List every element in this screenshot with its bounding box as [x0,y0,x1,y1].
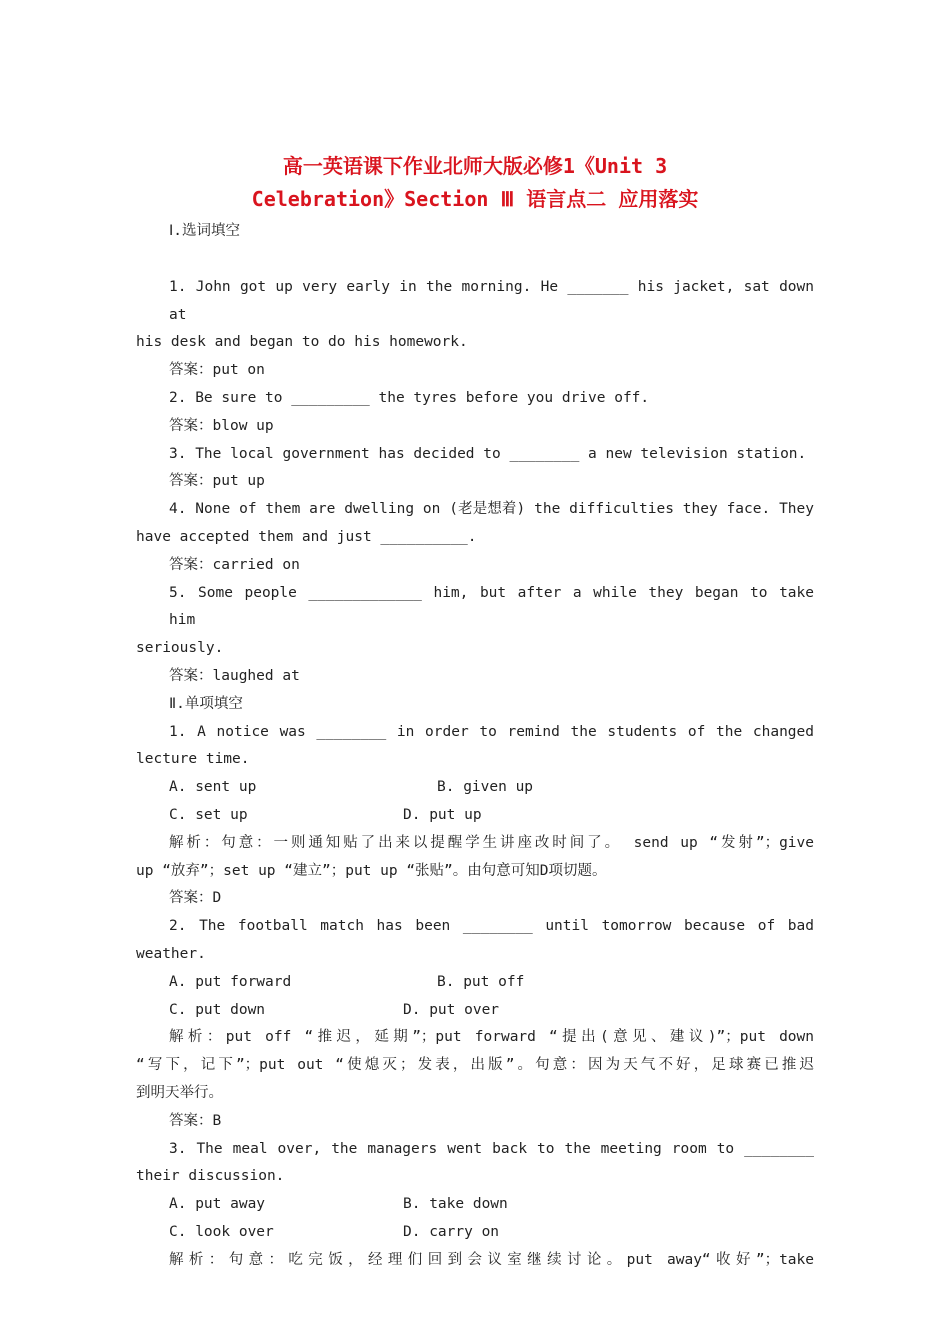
s2-q2-line-2: weather. [136,945,206,962]
s2-q2-options-cd [136,997,814,1025]
s2-q1-option-a: A. sent up [169,779,257,796]
s2-q1-line-1: 1. A notice was ________ in order to remind the students of the changed [169,723,814,740]
s2-q3-option-b: B. take down [403,1196,508,1213]
s1-q1-line-1: 1. John got up very early in the morning. He _______ his jacket, sat down at [169,278,814,323]
s1-q3: 3. The local government has decided to ________ a new television station. [169,445,807,462]
s1-q1-answer: 答案：put on [169,362,265,379]
s1-q5-line-2: seriously. [136,640,224,657]
s2-q1-option-c: C. set up [169,806,248,823]
section-1-heading: Ⅰ.选词填空 [169,223,241,239]
s1-q4-answer: 答案：carried on [169,556,300,573]
s1-q1-line-2: his desk and began to do his homework. [136,334,468,351]
s2-q1-options-ab [136,774,814,802]
s2-q2-explanation-line-3: 到明天举行。 [136,1084,223,1101]
s1-q5-line-1: 5. Some people _____________ him, but after a while they began to take him [169,584,814,629]
s1-q5-answer: 答案：laughed at [169,667,300,684]
section-2-heading: Ⅱ.单项填空 [169,695,243,712]
s2-q2-option-b: B. put off [437,973,525,990]
s2-q1-option-d: D. put up [403,806,482,823]
document-page [136,150,814,1274]
s2-q1-options-cd [136,802,814,830]
s1-q3-answer: 答案：put up [169,473,265,490]
s1-q4-line-1: 4. None of them are dwelling on (老是想着) the difficulties they face. They [169,501,814,518]
s2-q3-explanation-line-1: 解析：句意：吃完饭，经理们回到会议室继续讨论。put away“收好”；take [169,1251,814,1268]
s2-q2-options-ab [136,969,814,997]
s2-q2-option-d: D. put over [403,1001,500,1018]
s2-q2-option-a: A. put forward [169,973,292,990]
s2-q3-options-ab [136,1191,814,1219]
s2-q3-options-cd [136,1219,814,1247]
s2-q1-explanation-line-1: 解析：句意：一则通知贴了出来以提醒学生讲座改时间了。 send up “发射”；give [169,834,814,851]
s2-q2-option-c: C. put down [169,1001,266,1018]
s2-q3-line-2: their discussion. [136,1168,285,1185]
s2-q2-explanation-line-1: 解析：put off “推迟，延期”；put forward “提出(意见、建议)”；put down [169,1029,814,1046]
s1-q2-answer: 答案：blow up [169,417,274,434]
s2-q3-option-c: C. look over [169,1223,274,1240]
s2-q3-line-1: 3. The meal over, the managers went back to the meeting room to ________ [169,1140,814,1157]
document-title-line-2: Celebration》Section Ⅲ 语言点二 应用落实 [251,187,699,211]
s2-q1-option-b: B. given up [437,779,534,796]
s2-q1-explanation-line-2: up “放弃”；set up “建立”；put up “张贴”。由句意可知D项切题。 [136,862,607,879]
document-title-line-1: 高一英语课下作业北师大版必修1《Unit 3 [282,154,668,178]
s2-q1-line-2: lecture time. [136,751,250,768]
s2-q3-option-d: D. carry on [403,1223,500,1240]
s2-q2-explanation-line-2: “写下，记下”；put out “使熄灭；发表，出版”。句意：因为天气不好，足球赛已推迟 [136,1057,814,1074]
s2-q2-line-1: 2. The football match has been ________ until tomorrow because of bad [169,918,814,935]
s1-q4-line-2: have accepted them and just __________. [136,528,477,545]
s2-q1-answer: 答案：D [169,890,222,907]
s2-q2-answer: 答案：B [169,1112,222,1129]
s2-q3-option-a: A. put away [169,1196,266,1213]
s1-q2: 2. Be sure to _________ the tyres before you drive off. [169,389,650,406]
spacer [136,246,814,274]
